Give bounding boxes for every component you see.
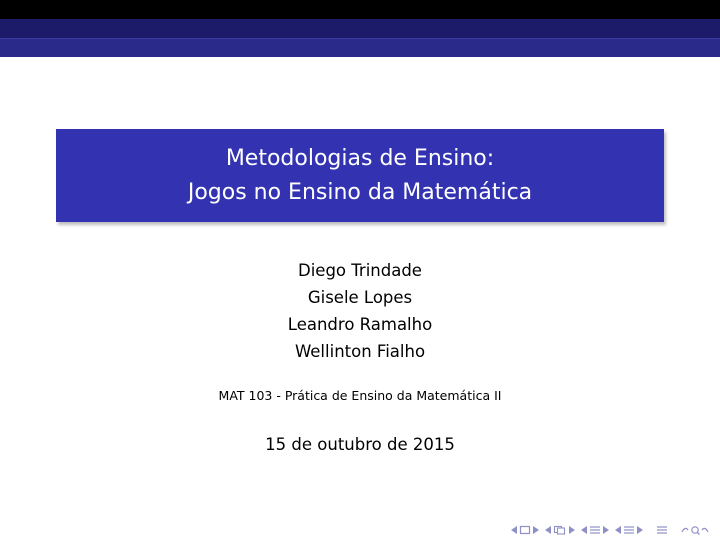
header-bar-middle [0,19,720,38]
navigation-symbols [510,525,710,535]
presentation-date: 15 de outubro de 2015 [265,435,455,454]
nav-end-icon[interactable] [636,525,644,535]
author-name: Leandro Ramalho [287,315,433,334]
title-block [56,129,664,222]
frame-nav-group [544,525,576,535]
header-bar-bottom [0,39,720,57]
slide-nav-group [510,525,540,535]
author-name: Diego Trindade [298,261,422,280]
nav-next-icon[interactable] [568,525,576,535]
nav-next-section-icon[interactable] [602,525,610,535]
header-bar-top [0,0,720,19]
section-nav-group [580,525,610,535]
title-line-2: Jogos no Ensino da Matemática [187,179,533,205]
doc-nav-group [614,525,644,535]
nav-prev-icon[interactable] [544,525,552,535]
nav-prev-section-icon[interactable] [580,525,588,535]
author-list [0,257,720,365]
title-line-1: Metodologias de Ensino: [225,145,495,171]
author-name: Gisele Lopes [307,288,413,307]
course-info: MAT 103 - Prática de Ensino da Matemática II [218,388,502,403]
search-zoom-icon[interactable] [680,525,710,535]
section-icon[interactable] [589,525,601,535]
document-icon[interactable] [623,525,635,535]
author-name: Wellinton Fialho [294,342,426,361]
subsection-icon[interactable] [553,525,567,535]
align-icon[interactable] [656,525,668,535]
nav-first-icon[interactable] [510,525,518,535]
frame-icon[interactable] [519,525,531,535]
nav-last-icon[interactable] [614,525,622,535]
nav-next-frame-icon[interactable] [532,525,540,535]
